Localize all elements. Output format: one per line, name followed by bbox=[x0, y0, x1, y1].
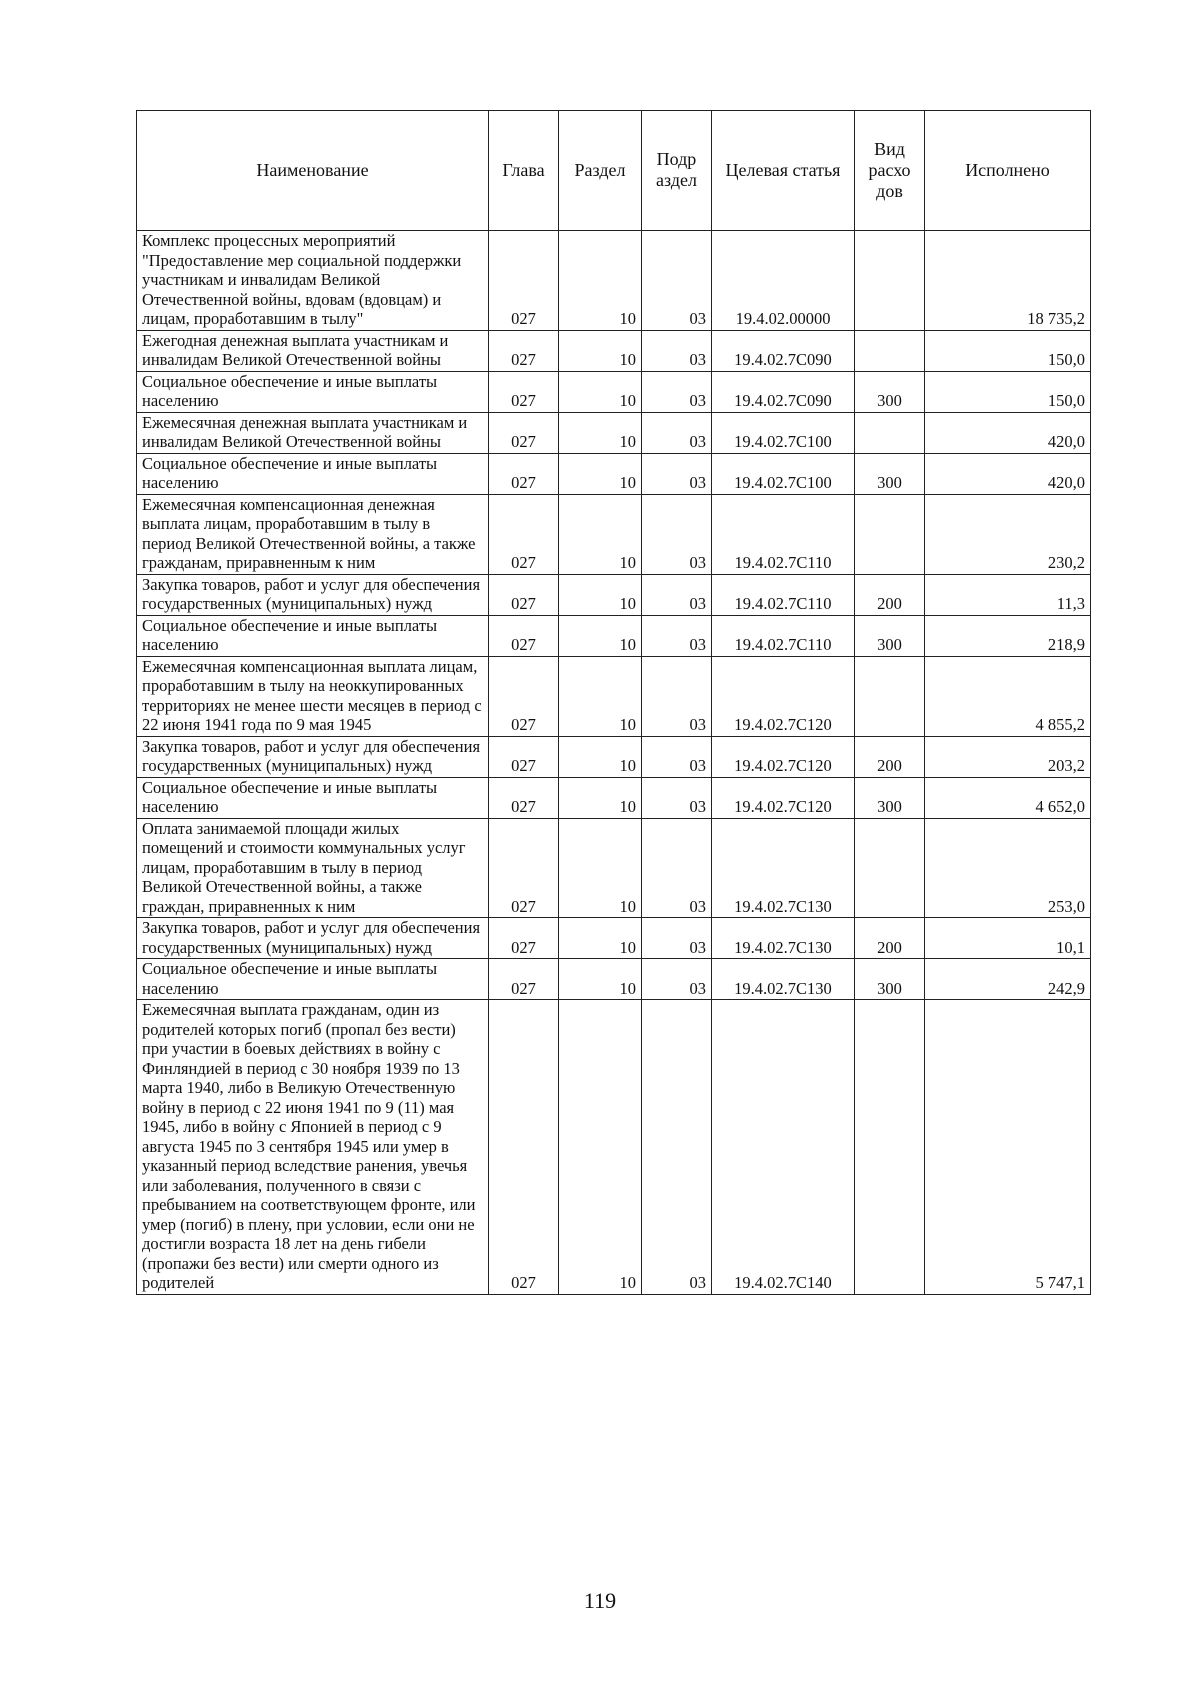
table-row bbox=[137, 453, 1091, 494]
cell-section: 10 bbox=[559, 453, 642, 494]
cell-amount: 253,0 bbox=[925, 818, 1091, 918]
header-amount: Исполнено bbox=[925, 111, 1091, 231]
header-section: Раздел bbox=[559, 111, 642, 231]
cell-chapter: 027 bbox=[489, 656, 559, 736]
header-target: Целевая статья bbox=[712, 111, 855, 231]
cell-kind: 300 bbox=[855, 959, 925, 1000]
cell-target: 19.4.02.7С140 bbox=[712, 1000, 855, 1295]
cell-section: 10 bbox=[559, 574, 642, 615]
cell-kind: 300 bbox=[855, 453, 925, 494]
cell-name: Закупка товаров, работ и услуг для обеспечения государственных (муниципальных) нужд bbox=[137, 574, 489, 615]
cell-target: 19.4.02.7С090 bbox=[712, 371, 855, 412]
table-row bbox=[137, 574, 1091, 615]
page-number: 119 bbox=[583, 1588, 617, 1613]
cell-amount: 218,9 bbox=[925, 615, 1091, 656]
cell-target: 19.4.02.7С110 bbox=[712, 615, 855, 656]
table-row bbox=[137, 918, 1091, 959]
cell-section: 10 bbox=[559, 736, 642, 777]
cell-section: 10 bbox=[559, 412, 642, 453]
cell-amount: 4 855,2 bbox=[925, 656, 1091, 736]
cell-target: 19.4.02.7С130 bbox=[712, 818, 855, 918]
cell-section: 10 bbox=[559, 818, 642, 918]
cell-name: Ежемесячная денежная выплата участникам и инвалидам Великой Отечественной войны bbox=[137, 412, 489, 453]
cell-target: 19.4.02.7С120 bbox=[712, 656, 855, 736]
cell-amount: 18 735,2 bbox=[925, 231, 1091, 331]
cell-kind bbox=[855, 330, 925, 371]
cell-target: 19.4.02.7С110 bbox=[712, 494, 855, 574]
header-chapter: Глава bbox=[489, 111, 559, 231]
cell-subsection: 03 bbox=[642, 918, 712, 959]
cell-subsection: 03 bbox=[642, 656, 712, 736]
cell-name: Ежемесячная выплата гражданам, один из родителей которых погиб (пропал без вести) при участии в боевых действиях в войну с Финляндией в период с 30 ноября 1939 по 13 марта 1940, либо в Великую Отечественную войну в период с 22 июня 1941 по 9 (11) мая 1945, либо в войну с Японией в период с 9 августа 1945 по 3 сентября 1945 или умер в указанный период вследствие ранения, увечья или заболевания, полученного в связи с пребыванием на соответствующем фронте, или умер (погиб) в плену, при условии, если они не достигли возраста 18 лет на день гибели (пропажи без вести) или смерти одного из родителей bbox=[137, 1000, 489, 1295]
cell-amount: 10,1 bbox=[925, 918, 1091, 959]
cell-kind: 200 bbox=[855, 574, 925, 615]
table-row bbox=[137, 818, 1091, 918]
table-row bbox=[137, 777, 1091, 818]
cell-section: 10 bbox=[559, 615, 642, 656]
table-row bbox=[137, 330, 1091, 371]
cell-target: 19.4.02.7С100 bbox=[712, 412, 855, 453]
cell-subsection: 03 bbox=[642, 371, 712, 412]
cell-chapter: 027 bbox=[489, 574, 559, 615]
cell-target: 19.4.02.7С130 bbox=[712, 959, 855, 1000]
cell-subsection: 03 bbox=[642, 959, 712, 1000]
cell-target: 19.4.02.7С100 bbox=[712, 453, 855, 494]
cell-kind: 300 bbox=[855, 777, 925, 818]
cell-chapter: 027 bbox=[489, 453, 559, 494]
cell-chapter: 027 bbox=[489, 959, 559, 1000]
cell-subsection: 03 bbox=[642, 453, 712, 494]
cell-section: 10 bbox=[559, 330, 642, 371]
cell-chapter: 027 bbox=[489, 918, 559, 959]
cell-amount: 11,3 bbox=[925, 574, 1091, 615]
table-row bbox=[137, 615, 1091, 656]
cell-target: 19.4.02.7С090 bbox=[712, 330, 855, 371]
cell-name: Социальное обеспечение и иные выплаты населению bbox=[137, 453, 489, 494]
table-header bbox=[137, 111, 1091, 231]
cell-name: Социальное обеспечение и иные выплаты населению bbox=[137, 777, 489, 818]
table-row bbox=[137, 371, 1091, 412]
cell-section: 10 bbox=[559, 1000, 642, 1295]
cell-name: Социальное обеспечение и иные выплаты населению bbox=[137, 371, 489, 412]
cell-chapter: 027 bbox=[489, 736, 559, 777]
cell-target: 19.4.02.00000 bbox=[712, 231, 855, 331]
table-row bbox=[137, 656, 1091, 736]
cell-subsection: 03 bbox=[642, 736, 712, 777]
table-row bbox=[137, 494, 1091, 574]
cell-subsection: 03 bbox=[642, 330, 712, 371]
table-row bbox=[137, 412, 1091, 453]
cell-kind bbox=[855, 231, 925, 331]
cell-subsection: 03 bbox=[642, 818, 712, 918]
cell-name: Оплата занимаемой площади жилых помещений и стоимости коммунальных услуг лицам, проработавшим в тылу в период Великой Отечественной войны, а также граждан, приравненных к ним bbox=[137, 818, 489, 918]
cell-target: 19.4.02.7С120 bbox=[712, 777, 855, 818]
cell-name: Комплекс процессных мероприятий "Предоставление мер социальной поддержки участникам и инвалидам Великой Отечественной войны, вдовам (вдовцам) и лицам, проработавшим в тылу" bbox=[137, 231, 489, 331]
cell-chapter: 027 bbox=[489, 615, 559, 656]
cell-amount: 230,2 bbox=[925, 494, 1091, 574]
cell-name: Закупка товаров, работ и услуг для обеспечения государственных (муниципальных) нужд bbox=[137, 736, 489, 777]
cell-kind bbox=[855, 494, 925, 574]
cell-target: 19.4.02.7С130 bbox=[712, 918, 855, 959]
cell-section: 10 bbox=[559, 494, 642, 574]
cell-kind: 300 bbox=[855, 615, 925, 656]
cell-chapter: 027 bbox=[489, 1000, 559, 1295]
cell-name: Закупка товаров, работ и услуг для обеспечения государственных (муниципальных) нужд bbox=[137, 918, 489, 959]
cell-kind: 200 bbox=[855, 918, 925, 959]
header-name: Наименование bbox=[137, 111, 489, 231]
cell-subsection: 03 bbox=[642, 1000, 712, 1295]
cell-amount: 150,0 bbox=[925, 330, 1091, 371]
cell-name: Ежемесячная компенсационная денежная выплата лицам, проработавшим в тылу в период Великой Отечественной войны, а также гражданам, приравненным к ним bbox=[137, 494, 489, 574]
cell-amount: 5 747,1 bbox=[925, 1000, 1091, 1295]
table-row bbox=[137, 231, 1091, 331]
cell-section: 10 bbox=[559, 777, 642, 818]
cell-amount: 420,0 bbox=[925, 453, 1091, 494]
cell-subsection: 03 bbox=[642, 615, 712, 656]
cell-target: 19.4.02.7С120 bbox=[712, 736, 855, 777]
cell-subsection: 03 bbox=[642, 574, 712, 615]
cell-section: 10 bbox=[559, 918, 642, 959]
cell-kind: 200 bbox=[855, 736, 925, 777]
cell-section: 10 bbox=[559, 371, 642, 412]
header-subsection: Подр аздел bbox=[642, 111, 712, 231]
cell-subsection: 03 bbox=[642, 231, 712, 331]
cell-subsection: 03 bbox=[642, 494, 712, 574]
cell-chapter: 027 bbox=[489, 371, 559, 412]
table-row bbox=[137, 736, 1091, 777]
cell-amount: 150,0 bbox=[925, 371, 1091, 412]
cell-chapter: 027 bbox=[489, 231, 559, 331]
cell-kind bbox=[855, 412, 925, 453]
cell-chapter: 027 bbox=[489, 494, 559, 574]
cell-name: Ежегодная денежная выплата участникам и инвалидам Великой Отечественной войны bbox=[137, 330, 489, 371]
cell-chapter: 027 bbox=[489, 412, 559, 453]
cell-kind: 300 bbox=[855, 371, 925, 412]
cell-chapter: 027 bbox=[489, 818, 559, 918]
cell-amount: 242,9 bbox=[925, 959, 1091, 1000]
cell-kind bbox=[855, 1000, 925, 1295]
cell-subsection: 03 bbox=[642, 412, 712, 453]
cell-amount: 420,0 bbox=[925, 412, 1091, 453]
table-row bbox=[137, 1000, 1091, 1295]
budget-table bbox=[136, 110, 1091, 1295]
header-kind: Вид расхо дов bbox=[855, 111, 925, 231]
cell-amount: 203,2 bbox=[925, 736, 1091, 777]
cell-name: Ежемесячная компенсационная выплата лицам, проработавшим в тылу на неоккупированных территориях не менее шести месяцев в период с 22 июня 1941 года по 9 мая 1945 bbox=[137, 656, 489, 736]
cell-chapter: 027 bbox=[489, 777, 559, 818]
cell-section: 10 bbox=[559, 959, 642, 1000]
table-body bbox=[137, 231, 1091, 1295]
table-row bbox=[137, 959, 1091, 1000]
cell-name: Социальное обеспечение и иные выплаты населению bbox=[137, 615, 489, 656]
cell-section: 10 bbox=[559, 231, 642, 331]
cell-name: Социальное обеспечение и иные выплаты населению bbox=[137, 959, 489, 1000]
cell-kind bbox=[855, 656, 925, 736]
cell-subsection: 03 bbox=[642, 777, 712, 818]
cell-amount: 4 652,0 bbox=[925, 777, 1091, 818]
cell-kind bbox=[855, 818, 925, 918]
cell-chapter: 027 bbox=[489, 330, 559, 371]
cell-section: 10 bbox=[559, 656, 642, 736]
cell-target: 19.4.02.7С110 bbox=[712, 574, 855, 615]
